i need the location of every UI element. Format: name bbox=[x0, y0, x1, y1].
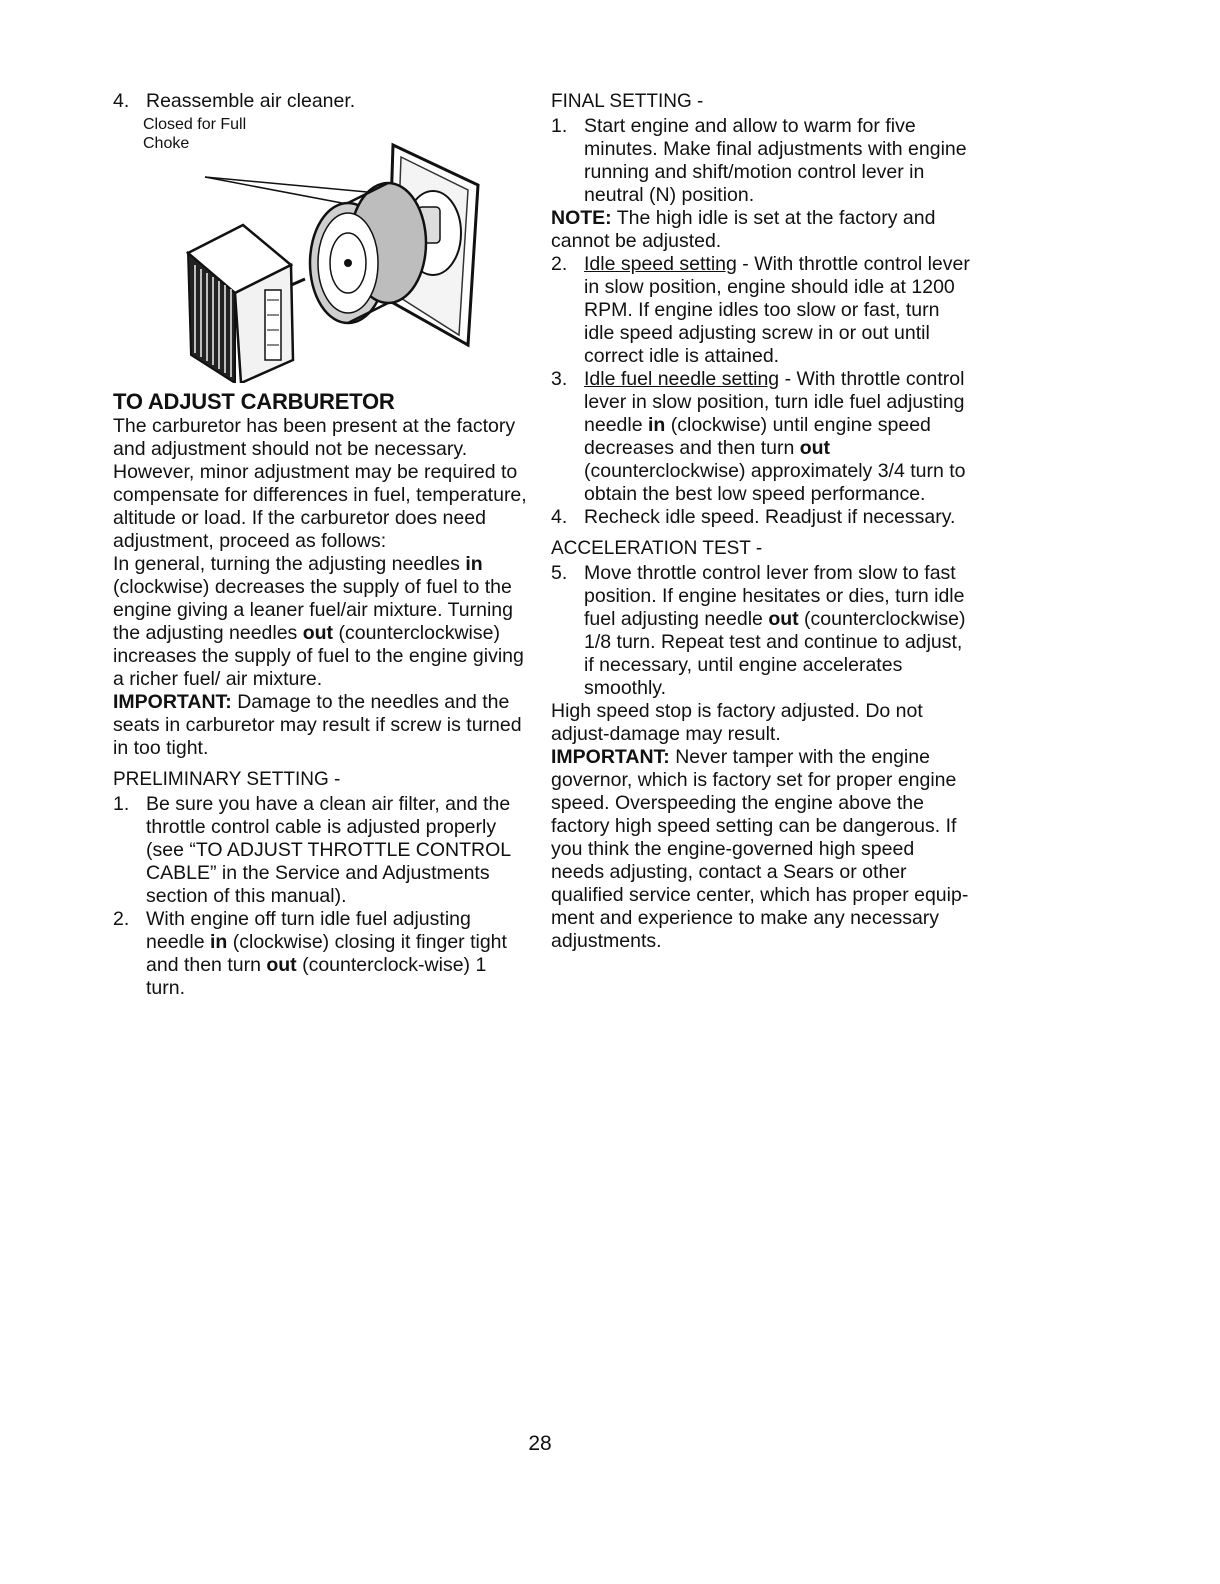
intro-paragraph: The carburetor has been present at the factory and adjustment should not be necessary. However, minor adjustment may be required to compensate for differences in fuel, temperature, altitude or load. If the carburetor does need adjustment, proceed as follows: bbox=[113, 415, 527, 552]
final-text-4: Recheck idle speed. Readjust if necessary. bbox=[584, 506, 956, 528]
prelim-item-2 bbox=[113, 908, 528, 1000]
final3-bold-2: out bbox=[799, 437, 831, 459]
prelim2-text-1: With engine off turn idle fuel adjusting needle bbox=[146, 908, 471, 953]
right-important-text: Never tamper with the engine governor, which is factory set for proper engine speed. Overspeeding the engine above the factory high speed setting can be dangerous. If you think the engine-governed high speed needs adjusting, contact a Sears or other qualified service center, which has proper equip-ment and experience to make any necessary adjustments. bbox=[551, 746, 969, 952]
general-text-2: (clockwise) decreases the supply of fuel to the engine giving a leaner fuel/air mixture. Turning the adjusting needles bbox=[113, 576, 513, 644]
step-text: Reassemble air cleaner. bbox=[146, 90, 356, 112]
page-number: 28 bbox=[528, 1432, 552, 1455]
right-important-paragraph bbox=[551, 746, 971, 953]
final-num-2: 2. bbox=[551, 253, 568, 275]
note-label: NOTE: bbox=[551, 207, 612, 229]
acceleration-heading: ACCELERATION TEST - bbox=[551, 538, 763, 559]
air-cleaner-illustration-icon bbox=[143, 115, 523, 383]
prelim2-text-3: (counterclock-wise) 1 turn. bbox=[146, 954, 487, 999]
important-paragraph bbox=[113, 691, 528, 760]
figure-callout bbox=[143, 115, 246, 153]
right-important-label: IMPORTANT: bbox=[551, 746, 670, 768]
final3-text-2: (clockwise) until engine speed decreases and then turn bbox=[584, 414, 931, 459]
final-item-2 bbox=[551, 253, 971, 368]
final-setting-heading: FINAL SETTING - bbox=[551, 91, 704, 112]
final-num-3: 3. bbox=[551, 368, 568, 390]
general-bold-2: out bbox=[302, 622, 334, 644]
right-column bbox=[551, 90, 971, 953]
accel-num-5: 5. bbox=[551, 562, 568, 584]
final-item-4 bbox=[551, 506, 971, 529]
accel-item-5 bbox=[551, 562, 971, 700]
final3-text-3: (counterclockwise) approximately 3/4 turn to obtain the best low speed performance. bbox=[584, 460, 966, 505]
accel-text-5 bbox=[584, 562, 971, 700]
general-text-3: (counterclockwise) increases the supply of fuel to the engine giving a richer fuel/ air mixture. bbox=[113, 622, 524, 690]
note-text: The high idle is set at the factory and cannot be adjusted. bbox=[551, 207, 936, 252]
note-paragraph bbox=[551, 207, 971, 253]
final-text-2 bbox=[584, 253, 971, 368]
preliminary-heading: PRELIMINARY SETTING - bbox=[113, 769, 341, 790]
final3-text-1: - With throttle control lever in slow position, turn idle fuel adjusting needle bbox=[584, 368, 965, 436]
left-column bbox=[113, 90, 528, 1000]
important-text: Damage to the needles and the seats in carburetor may result if screw is turned in too tight. bbox=[113, 691, 522, 759]
section-heading: TO ADJUST CARBURETOR bbox=[113, 389, 395, 414]
idle-fuel-needle-label: Idle fuel needle setting bbox=[584, 368, 780, 390]
final-num-1: 1. bbox=[551, 115, 568, 137]
final-item-3 bbox=[551, 368, 971, 506]
final-num-4: 4. bbox=[551, 506, 568, 528]
general-bold-1: in bbox=[465, 553, 483, 575]
accel-bold-1: out bbox=[768, 608, 799, 630]
prelim-num-1: 1. bbox=[113, 793, 130, 815]
general-text-1: In general, turning the adjusting needles bbox=[113, 553, 466, 575]
general-paragraph bbox=[113, 553, 528, 691]
accel-text-1: Move throttle control lever from slow to fast position. If engine hesitates or dies, turn idle fuel adjusting needle bbox=[584, 562, 965, 630]
prelim-text-2 bbox=[146, 908, 528, 1000]
final-item-1 bbox=[551, 115, 971, 207]
step-4 bbox=[113, 90, 528, 113]
callout-line-1: Closed for Full bbox=[143, 116, 247, 133]
final-text-3 bbox=[584, 368, 971, 506]
high-speed-paragraph: High speed stop is factory adjusted. Do not adjust-damage may result. bbox=[551, 700, 923, 745]
air-cleaner-figure bbox=[143, 115, 523, 383]
prelim-item-1 bbox=[113, 793, 528, 908]
final3-bold-1: in bbox=[647, 414, 666, 436]
step-number: 4. bbox=[113, 90, 130, 112]
prelim2-bold-1: in bbox=[209, 931, 228, 953]
final2-text: - With throttle control lever in slow position, engine should idle at 1200 RPM. If engine idles too slow or fast, turn idle speed adjusting screw in or out until correct idle is attained. bbox=[584, 253, 970, 367]
final-text-1: Start engine and allow to warm for five minutes. Make final adjustments with engine running and shift/motion control lever in neutral (N) position. bbox=[584, 115, 967, 206]
prelim2-text-2: (clockwise) closing it finger tight and then turn bbox=[146, 931, 507, 976]
prelim-num-2: 2. bbox=[113, 908, 130, 930]
idle-speed-setting-label: Idle speed setting bbox=[584, 253, 737, 275]
important-label: IMPORTANT: bbox=[113, 691, 232, 713]
prelim-text-1: Be sure you have a clean air filter, and the throttle control cable is adjusted properly (see “TO ADJUST THROTTLE CONTROL CABLE” in the Service and Adjustments section of this manual). bbox=[146, 793, 511, 907]
callout-line-2: Choke bbox=[143, 135, 190, 152]
accel-text-2: (counterclockwise) 1/8 turn. Repeat test and continue to adjust, if necessary, until engine accelerates smoothly. bbox=[584, 608, 966, 699]
prelim2-bold-2: out bbox=[266, 954, 297, 976]
